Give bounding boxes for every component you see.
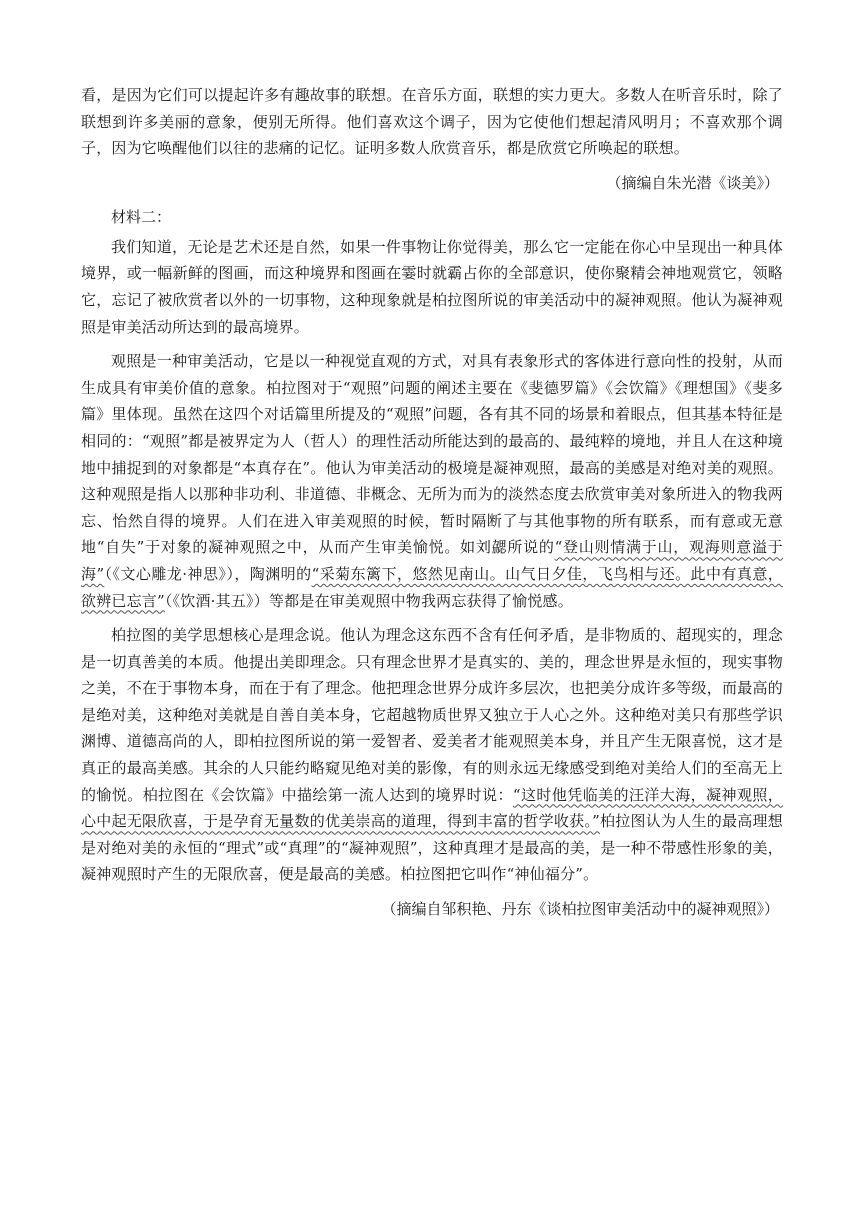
- paragraph-2-text-b: （《文心雕龙·神思》），陶渊明的: [104, 564, 312, 583]
- material2-paragraph-2: [81, 348, 783, 614]
- document-page: [81, 82, 783, 922]
- paragraph-gap: [81, 614, 783, 622]
- material2-label: 材料二：: [111, 207, 172, 226]
- paragraph-3-text-b: 柏拉图认为人生的最高理想是对绝对美的永恒的“理式”或“真理”的“凝神观照”，这种真理才是最高的美，是一种不带感性形象的美，凝神观照时产生的无限欣喜，便是最高的美感。柏拉图把它叫作“神仙福分”。: [81, 812, 783, 884]
- material2-paragraph-3: [81, 622, 783, 888]
- wavy-quote-liuxie: “登山则情满于山，观海则意溢于海”: [81, 538, 784, 583]
- paragraph-2-text-c: （《饮酒·其五》）等都是在审美观照中物我两忘获得了愉悦感。: [164, 591, 573, 610]
- paragraph-2-text-a: 观照是一种审美活动，它是以一种视觉直观的方式，对具有表象形式的客体进行意向性的投射，从而生成具有审美价值的意象。柏拉图对于“观照”问题的阐述主要在《斐德罗篇》《会饮篇》《理想国》《斐多篇》里体现。虽然在这四个对话篇里所提及的“观照”问题，各有其不同的场景和着眼点，但其基本特征是相同的：“观照”都是被界定为人（哲人）的理性活动所能达到的最高的、最纯粹的境地，并且人在这种境地中捕捉到的对象都是“本真存在”。他认为审美活动的极境是凝神观照，最高的美感是对绝对美的观照。这种观照是指人以那种非功利、非道德、非概念、无所为而为的淡然态度去欣赏审美对象所进入的物我两忘、怡然自得的境界。人们在进入审美观照的时候，暂时隔断了与其他事物的所有联系，而有意或无意地“自失”于对象的凝神观照之中，从而产生审美愉悦。如刘勰所说的: [81, 352, 783, 557]
- material2-source: （摘编自邹积艳、丹东《谈柏拉图审美活动中的凝神观照》）: [381, 900, 779, 919]
- wavy-quote-symposium: “这时他凭临美的汪洋大海，凝神观照，心中起无限欣喜，于是孕育无量数的优美崇高的道理，得到丰富的哲学收获。”: [81, 785, 783, 831]
- material1-source: （摘编自朱光潜《谈美》）: [606, 173, 779, 192]
- material1-paragraph-end: 看，是因为它们可以提起许多有趣故事的联想。在音乐方面，联想的实力更大。多数人在听音乐时，除了联想到许多美丽的意象，便别无所得。他们喜欢这个调子，因为它使他们想起清风明月；不喜欢那个调子，因为它唤醒他们以往的悲痛的记忆。证明多数人欣赏音乐，都是欣赏它所唤起的联想。: [81, 86, 783, 158]
- wavy-quote-taoyuanming: “采菊东篱下，悠然见南山。山气日夕佳，飞鸟相与还。此中有真意，欲辨已忘言”: [81, 564, 783, 610]
- paragraph-gap: [81, 340, 783, 348]
- material2-paragraph-1: 我们知道，无论是艺术还是自然，如果一件事物让你觉得美，那么它一定能在你心中呈现出一种具体境界，或一幅新鲜的图画，而这种境界和图画在霎时就霸占你的全部意识，使你聚精会神地观赏它，领略它，忘记了被欣赏者以外的一切事物，这种现象就是柏拉图所说的审美活动中的凝神观照。他认为凝神观照是审美活动所达到的最高境界。: [81, 237, 783, 336]
- paragraph-3-text-a: 柏拉图的美学思想核心是理念说。他认为理念这东西不含有任何矛盾，是非物质的、超现实的，理念是一切真善美的本质。他提出美即理念。只有理念世界才是真实的、美的，理念世界是永恒的，现实事物之美，不在于事物本身，而在于有了理念。他把理念世界分成许多层次，也把美分成许多等级，而最高的是绝对美，这种绝对美就是自善自美本身，它超越物质世界又独立于人心之外。这种绝对美只有那些学识渊博、道德高尚的人，即柏拉图所说的第一爱智者、爱美者才能观照美本身，并且产生无限喜悦，这才是真正的最高美感。其余的人只能约略窥见绝对美的影像，有的则永远无缘感受到绝对美给人们的至高无上的愉悦。柏拉图在《会饮篇》中描绘第一流人达到的境界时说：: [81, 626, 783, 804]
